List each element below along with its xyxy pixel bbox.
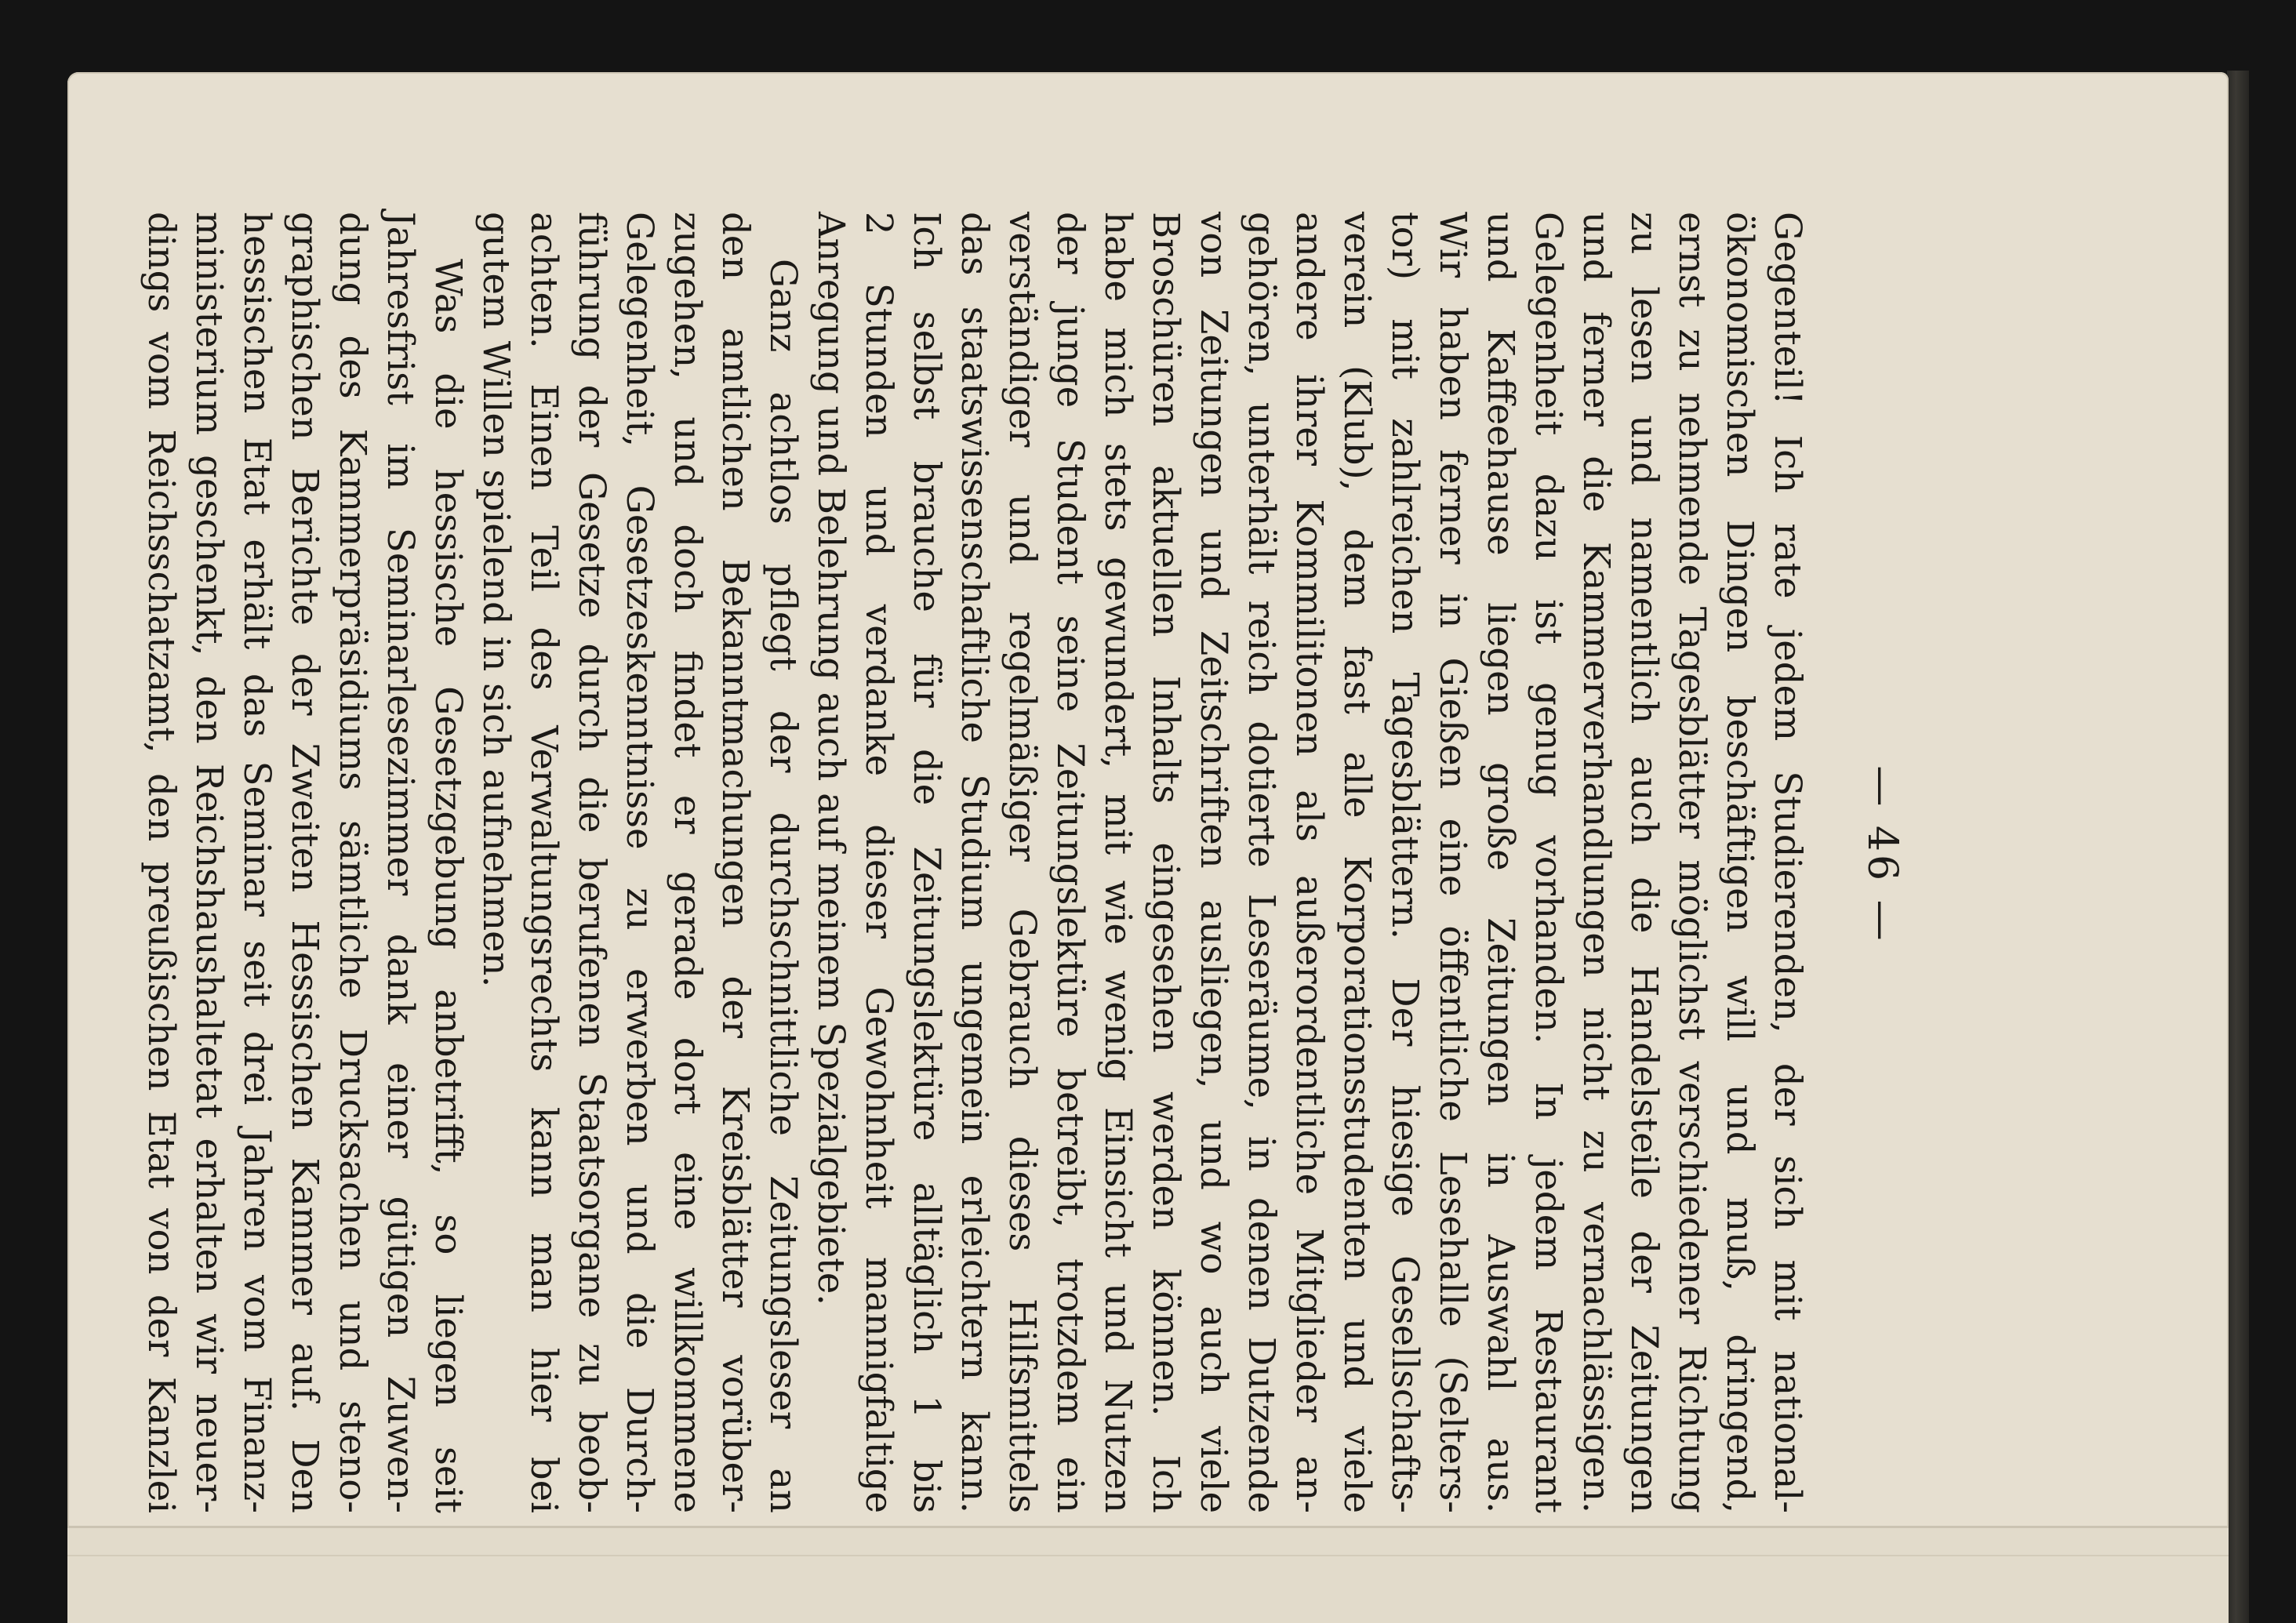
text-line: ökonomischen Dingen beschäftigen will und muß, dringend, xyxy=(1719,212,1761,1513)
text-line: Anregung und Belehrung auch auf meinem Spezialgebiete. xyxy=(810,212,852,1306)
body-text xyxy=(137,212,1811,1513)
text-line: zugehen, und doch findet er gerade dort eine willkommene xyxy=(667,212,709,1513)
text-line: Gegenteil! Ich rate jedem Studierenden, der sich mit national- xyxy=(1767,212,1809,1513)
text-line: ernst zu nehmende Tagesblätter möglichst verschiedener Richtung xyxy=(1671,212,1713,1513)
text-line: den amtlichen Bekanntmachungen der Kreisblätter vorüber- xyxy=(714,212,757,1513)
text-line: gutem Willen spielend in sich aufnehmen. xyxy=(475,212,518,988)
text-line: dings vom Reichsschatzamt, den preußischen Etat von der Kanzlei xyxy=(140,212,183,1513)
book-edge xyxy=(2227,71,2249,1623)
text-line: habe mich stets gewundert, mit wie wenig Einsicht und Nutzen xyxy=(1097,212,1139,1513)
text-line: ministerium geschenkt, den Reichshaushaltetat erhalten wir neuer- xyxy=(188,212,231,1513)
text-line: dung des Kammerpräsidiums sämtliche Drucksachen und steno- xyxy=(332,212,374,1513)
text-line: verein (Klub), dem fast alle Korporationsstudenten und viele xyxy=(1336,212,1379,1513)
text-line: tor) mit zahlreichen Tagesblättern. Der hiesige Gesellschafts- xyxy=(1384,212,1426,1513)
text-line: zu lesen und namentlich auch die Handelsteile der Zeitungen xyxy=(1623,212,1666,1513)
text-line: 2 Stunden und verdanke dieser Gewohnheit mannigfaltige xyxy=(858,212,900,1513)
text-line: Jahresfrist im Seminarlesezimmer dank einer gütigen Zuwen- xyxy=(380,212,422,1513)
text-line: Wir haben ferner in Gießen eine öffentliche Lesehalle (Selters- xyxy=(1432,212,1474,1513)
text-line: und ferner die Kammerverhandlungen nicht zu vernachlässigen. xyxy=(1575,212,1618,1513)
text-line: andere ihrer Kommilitonen als außerordentliche Mitglieder an- xyxy=(1288,212,1331,1513)
text-line: gehören, unterhält reich dotierte Leseräume, in denen Dutzende xyxy=(1241,212,1283,1513)
text-line: achten. Einen Teil des Verwaltungsrechts kann man hier bei xyxy=(523,212,565,1513)
text-line: hessischen Etat erhält das Seminar seit drei Jahren vom Finanz- xyxy=(236,212,278,1513)
page-bottom-edge xyxy=(67,1526,2229,1623)
text-line: verständiger und regelmäßiger Gebrauch dieses Hilfsmittels xyxy=(1001,212,1044,1513)
page-number: — 46 — xyxy=(1858,765,1905,944)
text-line: Gelegenheit, Gesetzeskenntnisse zu erwerben und die Durch- xyxy=(619,212,661,1513)
text-line: das staatswissenschaftliche Studium ungemein erleichtern kann. xyxy=(954,212,996,1513)
text-line: Ich selbst brauche für die Zeitungslektüre alltäglich 1 bis xyxy=(906,212,948,1513)
text-line: Ganz achtlos pflegt der durchschnittliche Zeitungsleser an xyxy=(762,259,805,1513)
text-line: graphischen Berichte der Zweiten Hessischen Kammer auf. Den xyxy=(284,212,326,1513)
text-line: von Zeitungen und Zeitschriften ausliegen, und wo auch viele xyxy=(1193,212,1235,1513)
text-line: Gelegenheit dazu ist genug vorhanden. In jedem Restaurant xyxy=(1528,212,1570,1513)
text-line: Was die hessische Gesetzgebung anbetrifft, so liegen seit xyxy=(427,259,470,1513)
text-line: der junge Student seine Zeitungslektüre betreibt, trotzdem ein xyxy=(1049,212,1092,1513)
text-line: führung der Gesetze durch die berufenen Staatsorgane zu beob- xyxy=(571,212,613,1513)
text-line: und Kaffeehause liegen große Zeitungen in Auswahl aus. xyxy=(1480,212,1522,1513)
rotated-text-area xyxy=(140,180,1937,1529)
text-line: Broschüren aktuellen Inhalts eingesehen werden können. Ich xyxy=(1145,212,1187,1513)
